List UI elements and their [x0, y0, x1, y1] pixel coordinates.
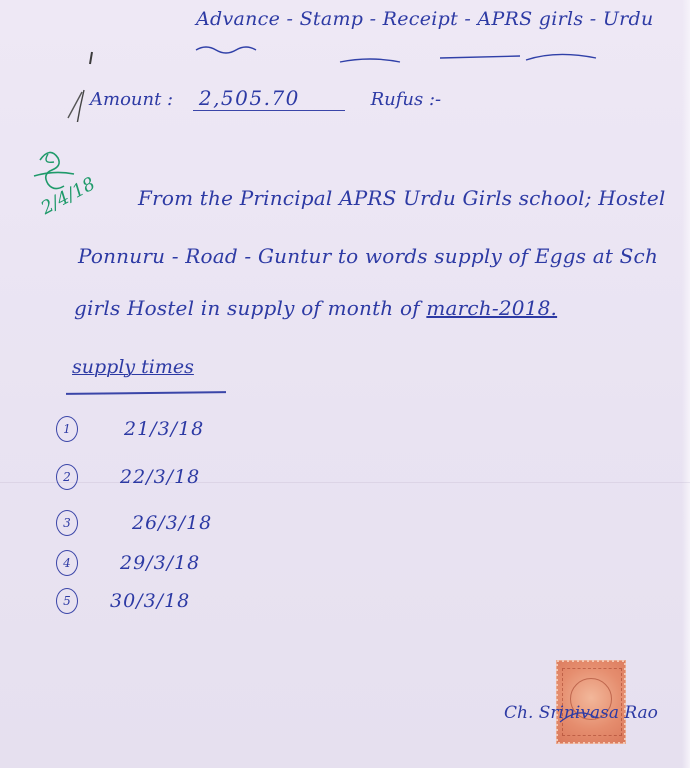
title-underline: [190, 38, 640, 66]
supply-date: 30/3/18: [110, 590, 191, 612]
amount-value: 2,505.70: [193, 86, 345, 111]
amount-label: Amount :: [90, 89, 174, 110]
receipt-title: Advance - Stamp - Receipt - APRS girls - Urdu: [196, 8, 654, 30]
body-line-3-text: girls Hostel in supply of month of: [74, 296, 420, 320]
item-number-circle: 3: [56, 510, 78, 536]
body-month: march-2018.: [426, 296, 558, 320]
item-number-circle: 1: [56, 416, 78, 442]
supply-item: [56, 586, 190, 616]
body-line-2: Ponnuru - Road - Guntur to words supply of Eggs at Sch: [78, 244, 659, 268]
item-number-circle: 5: [56, 588, 78, 614]
body-line-1: From the Principal APRS Urdu Girls school; Hostel: [138, 186, 666, 210]
supply-heading: supply times: [72, 356, 194, 378]
supply-item: [56, 508, 212, 538]
item-number-circle: 2: [56, 464, 78, 490]
supply-item: [56, 548, 200, 578]
supply-date: 26/3/18: [132, 512, 213, 534]
body-line-3: [74, 296, 557, 320]
signature-text: Ch. Srinivasa Rao: [504, 703, 658, 723]
signature: [500, 684, 680, 734]
supply-item: [56, 462, 200, 492]
amount-row: [90, 86, 441, 111]
green-initials: [20, 140, 130, 220]
amount-unit: Rufus :-: [370, 89, 442, 110]
supply-item: [56, 414, 204, 444]
supply-date: 22/3/18: [120, 466, 201, 488]
supply-date: 29/3/18: [120, 552, 201, 574]
initials-date: 2/4/18: [37, 173, 99, 220]
supply-date: 21/3/18: [124, 418, 205, 440]
item-number-circle: 4: [56, 550, 78, 576]
paper-edge: [682, 0, 690, 768]
